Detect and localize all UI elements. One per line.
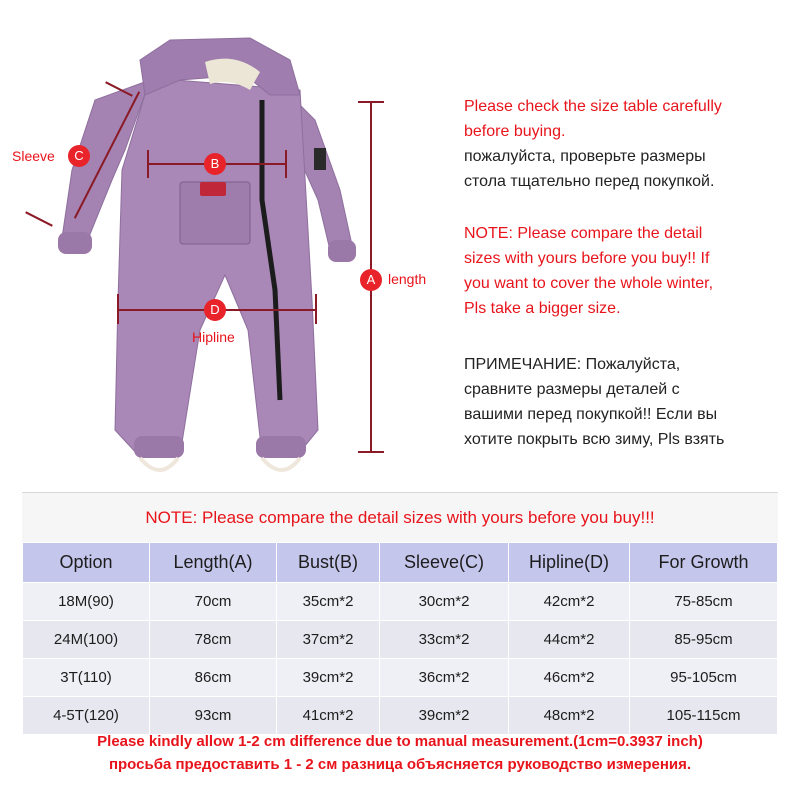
compare-note-ru-1: ПРИМЕЧАНИЕ: Пожалуйста, — [464, 356, 681, 373]
hipline-right-cap — [315, 294, 317, 324]
compare-note-ru-2: сравните размеры деталей с — [464, 381, 680, 398]
badge-b: B — [204, 153, 226, 175]
compare-note-ru-4: хотите покрыть всю зиму, Pls взять — [464, 431, 725, 448]
cell-option: 18M(90) — [23, 583, 150, 621]
length-bottom-cap — [358, 451, 384, 453]
header-sleeve: Sleeve(C) — [380, 543, 509, 583]
table-row — [23, 697, 778, 735]
snowsuit-image — [0, 0, 460, 490]
cell-sleeve: 36cm*2 — [380, 659, 509, 697]
cell-length: 93cm — [150, 697, 277, 735]
size-table — [22, 542, 778, 735]
cell-hipline: 44cm*2 — [509, 621, 630, 659]
badge-d: D — [204, 299, 226, 321]
pocket-logo — [200, 182, 226, 196]
cell-option: 4-5T(120) — [23, 697, 150, 735]
compare-note — [464, 221, 784, 321]
table-row — [23, 583, 778, 621]
header-hipline: Hipline(D) — [509, 543, 630, 583]
cell-hipline: 46cm*2 — [509, 659, 630, 697]
check-note — [464, 94, 784, 194]
table-note-text: NOTE: Please compare the detail sizes with yours before you buy!!! — [145, 508, 655, 527]
table-row — [23, 659, 778, 697]
cell-bust: 37cm*2 — [277, 621, 380, 659]
hipline-label: Hipline — [192, 329, 235, 345]
length-label: length — [388, 271, 427, 287]
cell-growth: 75-85cm — [630, 583, 778, 621]
sleeve-label: Sleeve — [12, 148, 55, 164]
length-top-cap — [358, 101, 384, 103]
cell-option: 3T(110) — [23, 659, 150, 697]
compare-note-en-1: NOTE: Please compare the detail — [464, 225, 703, 242]
footer-note-en: Please kindly allow 1-2 cm difference due to manual measurement.(1cm=0.3937 inch) — [97, 733, 703, 750]
cell-growth: 105-115cm — [630, 697, 778, 735]
cell-option: 24M(100) — [23, 621, 150, 659]
table-row — [23, 621, 778, 659]
cell-sleeve: 30cm*2 — [380, 583, 509, 621]
check-note-ru-1: пожалуйста, проверьте размеры — [464, 148, 706, 165]
size-table-header-row — [23, 543, 778, 583]
product-illustration — [0, 0, 460, 490]
cell-hipline: 42cm*2 — [509, 583, 630, 621]
compare-note-ru — [464, 352, 784, 452]
bust-left-cap — [147, 150, 149, 178]
header-option: Option — [23, 543, 150, 583]
badge-c: C — [68, 145, 90, 167]
cell-length: 86cm — [150, 659, 277, 697]
bust-right-cap — [285, 150, 287, 178]
compare-note-ru-3: вашими перед покупкой!! Если вы — [464, 406, 718, 423]
cell-growth: 85-95cm — [630, 621, 778, 659]
cell-sleeve: 39cm*2 — [380, 697, 509, 735]
right-foot-strap — [262, 458, 300, 470]
cell-sleeve: 33cm*2 — [380, 621, 509, 659]
footer-note-ru: просьба предоставить 1 - 2 см разница объясняется руководство измерения. — [108, 756, 692, 773]
cell-length: 70cm — [150, 583, 277, 621]
left-ankle-cuff — [134, 436, 184, 458]
suit-body — [115, 78, 318, 455]
cell-growth: 95-105cm — [630, 659, 778, 697]
cell-bust: 41cm*2 — [277, 697, 380, 735]
cell-bust: 35cm*2 — [277, 583, 380, 621]
hipline-left-cap — [117, 294, 119, 324]
right-cuff — [328, 240, 356, 262]
side-tab — [314, 148, 326, 170]
header-length: Length(A) — [150, 543, 277, 583]
header-bust: Bust(B) — [277, 543, 380, 583]
check-note-en-2: before buying. — [464, 123, 566, 140]
compare-note-en-2: sizes with yours before you buy!! If — [464, 250, 710, 267]
table-note — [22, 492, 778, 543]
cell-length: 78cm — [150, 621, 277, 659]
header-growth: For Growth — [630, 543, 778, 583]
compare-note-en-4: Pls take a bigger size. — [464, 300, 621, 317]
right-ankle-cuff — [256, 436, 306, 458]
cell-hipline: 48cm*2 — [509, 697, 630, 735]
compare-note-en-3: you want to cover the whole winter, — [464, 275, 714, 292]
left-foot-strap — [140, 458, 178, 470]
left-cuff — [58, 232, 92, 254]
check-note-en-1: Please check the size table carefully — [464, 98, 722, 115]
check-note-ru-2: стола тщательно перед покупкой. — [464, 173, 715, 190]
cell-bust: 39cm*2 — [277, 659, 380, 697]
badge-a: A — [360, 269, 382, 291]
